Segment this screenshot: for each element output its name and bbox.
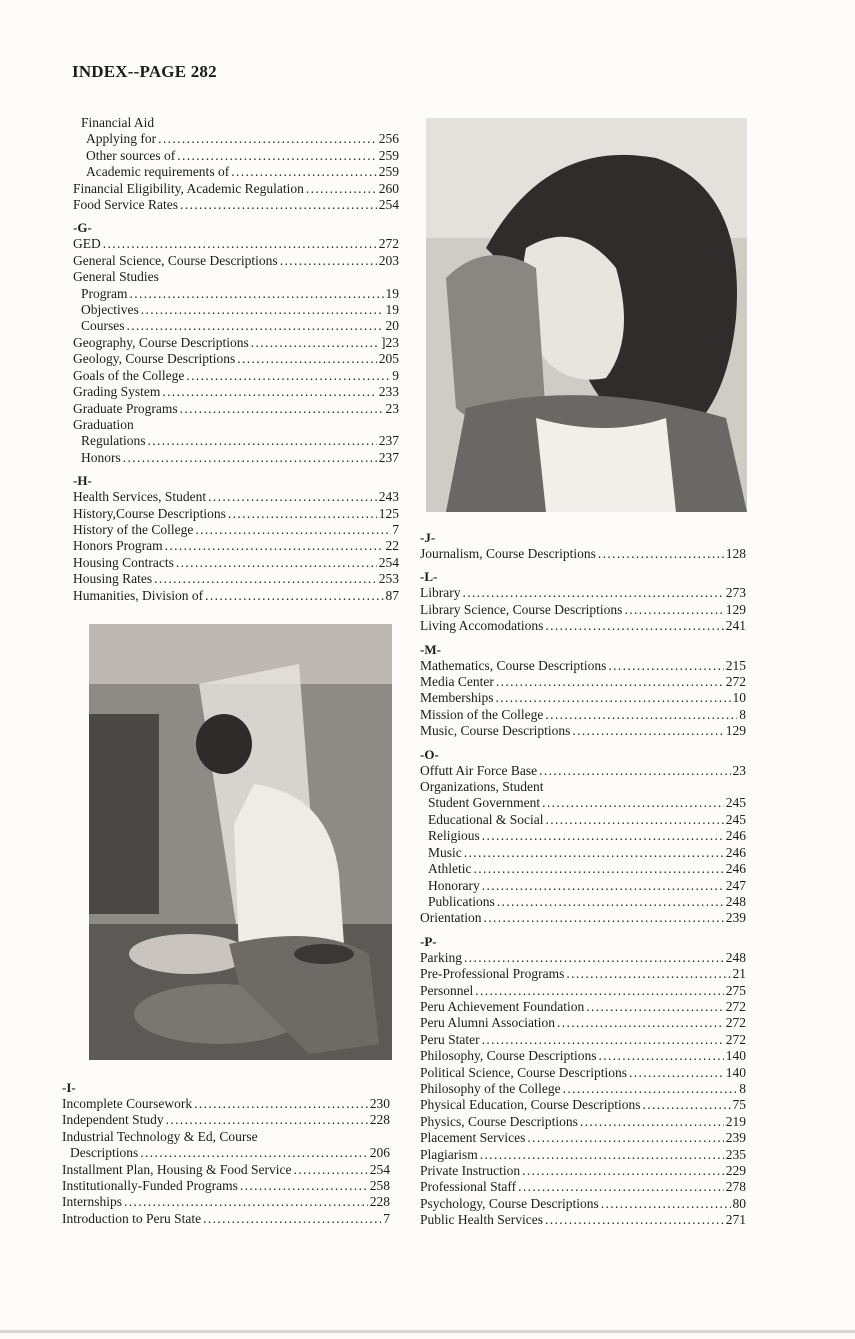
dot-leader: [557, 1015, 724, 1031]
index-entry: [73, 181, 399, 197]
index-entry-topic: Placement Services: [420, 1130, 526, 1146]
index-entry-page: 229: [725, 1163, 746, 1178]
index-entry: [73, 318, 399, 334]
index-entry-topic: History of the College: [73, 521, 194, 537]
index-entry-page: 23: [732, 762, 746, 778]
index-entry-topic: Goals of the College: [73, 367, 185, 383]
index-entry-topic: Food Service Rates: [73, 197, 178, 213]
index-entry-topic: Philosophy of the College: [420, 1080, 561, 1096]
section-letter-heading: -P-: [420, 933, 437, 949]
dot-leader: [464, 845, 724, 861]
index-entry-topic: Peru Alumni Association: [420, 1015, 555, 1031]
index-entry-page: 8: [739, 706, 746, 722]
dot-leader: [642, 1097, 730, 1113]
index-entry: [73, 538, 399, 554]
index-entry-topic: Financial Eligibility, Academic Regulation: [73, 180, 304, 196]
index-entry-page: 9: [392, 367, 399, 383]
dot-leader: [545, 618, 723, 634]
index-entry-topic: Honors: [81, 449, 121, 465]
dot-leader: [251, 335, 379, 351]
index-entry-topic: Geology, Course Descriptions: [73, 351, 236, 367]
dot-leader: [464, 950, 724, 966]
index-entry-page: 273: [725, 585, 746, 601]
section-letter-heading: -H-: [73, 473, 92, 489]
index-entry: [420, 845, 746, 861]
index-entry-page: 233: [378, 384, 399, 400]
dot-leader: [165, 538, 384, 554]
index-group-label: Financial Aid: [81, 115, 155, 130]
index-entry-page: 248: [725, 893, 746, 909]
index-entry: [73, 164, 399, 180]
index-entry-page: 260: [378, 180, 399, 196]
index-entry-topic: General Science, Course Descriptions: [73, 252, 278, 268]
index-entry-page: 21: [732, 966, 746, 982]
index-entry: [73, 335, 399, 351]
index-entry-topic: Housing Rates: [73, 571, 153, 587]
dot-leader: [141, 302, 384, 318]
index-entry-page: 129: [725, 723, 746, 739]
dot-leader: [123, 450, 377, 466]
index-entry-topic: Internships: [62, 1194, 122, 1210]
index-entry-topic: Applying for: [86, 131, 157, 147]
index-entry-topic: Religious: [428, 828, 480, 844]
index-entry-page: 7: [392, 521, 399, 537]
index-entry: [420, 1032, 746, 1048]
index-entry-page: 140: [725, 1064, 746, 1080]
index-entry: [73, 506, 399, 522]
index-entry-page: 258: [369, 1178, 390, 1194]
index-entry-page: 275: [725, 982, 746, 998]
index-entry-topic: Honorary: [428, 877, 480, 893]
dot-leader: [482, 878, 724, 894]
pottery-photo: [89, 624, 392, 1060]
index-entry-topic: Orientation: [420, 910, 482, 926]
index-entry: [73, 489, 399, 505]
index-entry-topic: Humanities, Division of: [73, 587, 204, 603]
dot-leader: [186, 368, 390, 384]
index-entry-page: 272: [725, 1015, 746, 1031]
dot-leader: [280, 253, 377, 269]
index-entry: [73, 131, 399, 147]
index-entry: [420, 723, 746, 739]
index-entry: [420, 618, 746, 634]
index-entry-page: 272: [725, 1031, 746, 1047]
dot-leader: [482, 828, 724, 844]
index-entry-topic: Journalism, Course Descriptions: [420, 546, 596, 561]
dot-leader: [474, 861, 724, 877]
index-entry: [420, 966, 746, 982]
index-entry: [420, 812, 746, 828]
dot-leader: [231, 164, 377, 180]
dot-leader: [586, 999, 724, 1015]
dot-leader: [599, 1048, 724, 1064]
dot-leader: [527, 1130, 723, 1146]
dot-leader: [195, 522, 390, 538]
index-entry-page: 272: [725, 674, 746, 690]
dot-leader: [462, 585, 723, 601]
index-entry-page: 241: [725, 618, 746, 634]
index-entry-page: 203: [378, 252, 399, 268]
dot-leader: [180, 401, 384, 417]
dot-leader: [518, 1179, 724, 1195]
section-letter-heading: -L-: [420, 569, 438, 585]
index-entry: [73, 148, 399, 164]
index-entry-page: 228: [369, 1194, 390, 1210]
index-group-label: Industrial Technology & Ed, Course: [62, 1128, 258, 1144]
index-entry: [62, 1194, 390, 1210]
index-entry-topic: Parking: [420, 949, 462, 965]
dot-leader: [624, 602, 723, 618]
dot-leader: [580, 1114, 724, 1130]
index-entry-page: 271: [725, 1212, 746, 1228]
index-entry-topic: Mathematics, Course Descriptions: [420, 657, 607, 673]
index-entry-page: 239: [725, 1130, 746, 1146]
index-entry-page: 245: [725, 811, 746, 827]
index-entry: [420, 1048, 746, 1064]
index-entry-page: 259: [378, 164, 399, 180]
index-entry: [420, 1163, 746, 1179]
index-entry: [73, 286, 399, 302]
index-entry-page: 219: [725, 1113, 746, 1129]
dot-leader: [566, 966, 730, 982]
index-entry: [420, 674, 746, 690]
index-entry-page: 254: [369, 1161, 390, 1177]
dot-leader: [563, 1081, 738, 1097]
index-entry-page: 10: [732, 690, 746, 706]
index-entry-page: 215: [725, 657, 746, 673]
index-entry-topic: Other sources of: [86, 147, 176, 163]
index-entry: [73, 253, 399, 269]
index-entry-page: 246: [725, 828, 746, 844]
dot-leader: [124, 1194, 368, 1210]
index-entry: [420, 1081, 746, 1097]
dot-leader: [608, 658, 723, 674]
index-entry-page: 237: [378, 433, 399, 449]
index-entry-page: 272: [378, 236, 399, 252]
index-entry-topic: Incomplete Coursework: [62, 1096, 193, 1111]
index-entry-page: 8: [739, 1080, 746, 1096]
index-entry: [73, 384, 399, 400]
index-entry-page: 254: [378, 554, 399, 570]
index-entry-topic: Student Government: [428, 795, 541, 811]
index-entry-page: 206: [369, 1145, 390, 1161]
index-entry: [420, 707, 746, 723]
pottery-photo-illustration: [89, 624, 392, 1060]
index-entry: [420, 1196, 746, 1212]
index-entry-page: 237: [378, 449, 399, 465]
index-entry-topic: Music: [428, 844, 462, 860]
index-entry-page: 253: [378, 571, 399, 587]
dot-leader: [228, 506, 377, 522]
dot-leader: [497, 894, 724, 910]
dot-leader: [475, 983, 724, 999]
index-entry: [73, 433, 399, 449]
index-entry: [420, 585, 746, 601]
dot-leader: [306, 181, 377, 197]
dot-leader: [166, 1112, 368, 1128]
index-entry: [420, 763, 746, 779]
dot-leader: [154, 571, 377, 587]
index-entry-topic: Physical Education, Course Descriptions: [420, 1097, 641, 1113]
index-entry-topic: Living Accomodations: [420, 618, 544, 634]
section-letter-heading: -G-: [73, 220, 92, 236]
index-entry-topic: Academic requirements of: [86, 164, 230, 180]
index-entry-topic: Graduate Programs: [73, 400, 178, 416]
dot-leader: [496, 690, 731, 706]
dot-leader: [545, 707, 737, 723]
index-entry-page: 272: [725, 998, 746, 1014]
index-entry: [420, 999, 746, 1015]
index-entry-topic: Peru Stater: [420, 1031, 480, 1047]
dot-leader: [601, 1196, 731, 1212]
dot-leader: [140, 1145, 368, 1161]
index-entry-topic: Political Science, Course Descriptions: [420, 1064, 627, 1080]
index-entry: [420, 690, 746, 706]
dot-leader: [240, 1178, 368, 1194]
index-entry-page: 256: [378, 131, 399, 147]
index-entry-topic: Pre-Professional Programs: [420, 966, 565, 982]
index-entry-page: 129: [725, 601, 746, 617]
index-entry: [62, 1211, 390, 1227]
index-entry: [420, 1114, 746, 1130]
section-letter-heading: -I-: [62, 1080, 76, 1095]
index-entry-topic: Health Services, Student: [73, 489, 207, 505]
index-group-label: Graduation: [73, 416, 134, 432]
index-entry-page: 205: [378, 351, 399, 367]
dot-leader: [130, 286, 384, 302]
dot-leader: [480, 1147, 724, 1163]
index-entry: [73, 571, 399, 587]
index-entry: [420, 910, 746, 926]
index-entry: [420, 546, 746, 562]
dot-leader: [482, 1032, 724, 1048]
index-entry: [420, 878, 746, 894]
index-entry: [420, 894, 746, 910]
index-entry-topic: Library Science, Course Descriptions: [420, 601, 623, 617]
index-entry-topic: Introduction to Peru State: [62, 1210, 202, 1226]
dot-leader: [522, 1163, 724, 1179]
index-entry-page: 228: [369, 1112, 390, 1128]
index-entry-topic: Professional Staff: [420, 1179, 517, 1195]
index-entry-page: 140: [725, 1048, 746, 1064]
dot-leader: [176, 555, 377, 571]
dot-leader: [629, 1065, 724, 1081]
section-letter-heading: -M-: [420, 641, 441, 657]
index-entry-topic: Physics, Course Descriptions: [420, 1113, 578, 1129]
index-entry-page: 248: [725, 949, 746, 965]
index-entry-topic: Honors Program: [73, 538, 163, 554]
index-entry-topic: Philosophy, Course Descriptions: [420, 1048, 597, 1064]
index-entry-page: 239: [725, 910, 746, 926]
index-entry: [73, 351, 399, 367]
dot-leader: [545, 812, 723, 828]
dot-leader: [545, 1212, 724, 1228]
index-entry-topic: Psychology, Course Descriptions: [420, 1195, 599, 1211]
index-entry-topic: Personnel: [420, 982, 474, 998]
index-column-left-top: [73, 115, 399, 604]
index-entry-topic: Library: [420, 585, 461, 601]
section-letter-heading: -J-: [420, 530, 436, 545]
index-entry-topic: Housing Contracts: [73, 554, 174, 570]
index-entry-page: 128: [725, 546, 746, 561]
dot-leader: [158, 131, 377, 147]
dot-leader: [208, 489, 377, 505]
index-entry-page: 22: [385, 538, 399, 554]
page-edge-divider: [0, 1330, 855, 1333]
index-entry: [420, 1065, 746, 1081]
index-entry: [62, 1178, 390, 1194]
dot-leader: [572, 723, 723, 739]
dot-leader: [539, 763, 730, 779]
index-entry: [420, 1097, 746, 1113]
dot-leader: [127, 318, 384, 334]
index-entry-page: 75: [732, 1097, 746, 1113]
index-entry: [73, 588, 399, 604]
dot-leader: [148, 433, 377, 449]
index-entry: [73, 197, 399, 213]
index-entry-topic: Plagiarism: [420, 1146, 478, 1162]
index-entry-page: 19: [385, 285, 399, 301]
dot-leader: [598, 546, 724, 562]
portrait-photo: [426, 118, 747, 512]
index-entry-page: 243: [378, 489, 399, 505]
index-entry-page: 20: [385, 318, 399, 334]
index-entry-topic: Private Instruction: [420, 1163, 521, 1178]
index-entry-topic: GED: [73, 236, 101, 252]
index-entry: [420, 795, 746, 811]
dot-leader: [177, 148, 377, 164]
index-entry: [420, 1179, 746, 1195]
index-entry: [420, 1130, 746, 1146]
index-entry-page: 259: [378, 147, 399, 163]
index-entry-page: 23: [385, 400, 399, 416]
index-entry: [73, 522, 399, 538]
index-entry-topic: Regulations: [81, 433, 146, 449]
index-entry: [420, 950, 746, 966]
index-entry-topic: Grading System: [73, 384, 161, 400]
dot-leader: [194, 1096, 368, 1112]
index-entry: [420, 658, 746, 674]
index-entry-topic: Athletic: [428, 861, 472, 877]
index-entry-topic: Geography, Course Descriptions: [73, 334, 249, 350]
index-entry: [73, 401, 399, 417]
dot-leader: [237, 351, 377, 367]
index-entry-topic: Program: [81, 285, 128, 301]
index-entry-page: 7: [383, 1210, 390, 1226]
index-entry: [73, 302, 399, 318]
index-entry-topic: Media Center: [420, 674, 494, 690]
index-entry: [420, 828, 746, 844]
index-entry-page: 254: [378, 197, 399, 213]
index-entry: [73, 450, 399, 466]
section-letter-heading: -O-: [420, 746, 439, 762]
index-entry-topic: Educational & Social: [428, 811, 544, 827]
index-entry: [420, 602, 746, 618]
index-entry: [73, 368, 399, 384]
index-entry-page: 19: [385, 302, 399, 318]
index-entry-topic: Mission of the College: [420, 706, 544, 722]
index-entry-page: 245: [725, 795, 746, 811]
index-entry-page: 230: [369, 1096, 390, 1111]
index-entry: [62, 1145, 390, 1161]
index-entry: [420, 861, 746, 877]
index-entry-page: 246: [725, 861, 746, 877]
index-entry-topic: Installment Plan, Housing & Food Service: [62, 1161, 292, 1177]
index-entry-topic: Courses: [81, 318, 125, 334]
dot-leader: [103, 236, 377, 252]
index-column-left-bottom: [62, 1073, 390, 1227]
index-entry: [420, 1015, 746, 1031]
index-entry: [420, 983, 746, 999]
index-entry-topic: Objectives: [81, 302, 139, 318]
index-group-label: Organizations, Student: [420, 779, 544, 795]
index-entry-topic: Offutt Air Force Base: [420, 762, 538, 778]
dot-leader: [483, 910, 723, 926]
index-group-label: General Studies: [73, 269, 159, 285]
index-entry-page: 278: [725, 1179, 746, 1195]
dot-leader: [496, 674, 724, 690]
page-title: INDEX--PAGE 282: [72, 62, 217, 81]
index-entry-topic: Institutionally-Funded Programs: [62, 1178, 238, 1194]
index-entry: [62, 1162, 390, 1178]
index-entry-topic: History,Course Descriptions: [73, 505, 226, 521]
index-entry-page: 247: [725, 877, 746, 893]
dot-leader: [162, 384, 376, 400]
dot-leader: [293, 1162, 367, 1178]
index-entry-topic: Peru Achievement Foundation: [420, 998, 585, 1014]
index-entry-page: 80: [732, 1195, 746, 1211]
index-entry-topic: Public Health Services: [420, 1212, 543, 1228]
dot-leader: [205, 588, 383, 604]
portrait-photo-illustration: [426, 118, 747, 512]
index-entry: [420, 1147, 746, 1163]
index-entry: [420, 1212, 746, 1228]
index-entry-topic: Publications: [428, 893, 495, 909]
dot-leader: [180, 197, 377, 213]
index-entry-page: ]23: [381, 334, 399, 350]
index-entry-page: 246: [725, 844, 746, 860]
index-entry-topic: Music, Course Descriptions: [420, 723, 571, 739]
index-entry-page: 235: [725, 1146, 746, 1162]
index-entry: [73, 236, 399, 252]
index-entry: [73, 555, 399, 571]
index-entry: [62, 1112, 390, 1128]
index-column-right: [420, 523, 746, 1229]
index-entry-page: 125: [378, 505, 399, 521]
dot-leader: [542, 795, 724, 811]
index-entry-topic: Descriptions: [70, 1145, 139, 1161]
index-entry-page: 87: [385, 587, 399, 603]
index-entry-topic: Independent Study: [62, 1112, 164, 1128]
index-entry-topic: Memberships: [420, 690, 494, 706]
index-entry: [62, 1096, 390, 1112]
dot-leader: [203, 1211, 381, 1227]
